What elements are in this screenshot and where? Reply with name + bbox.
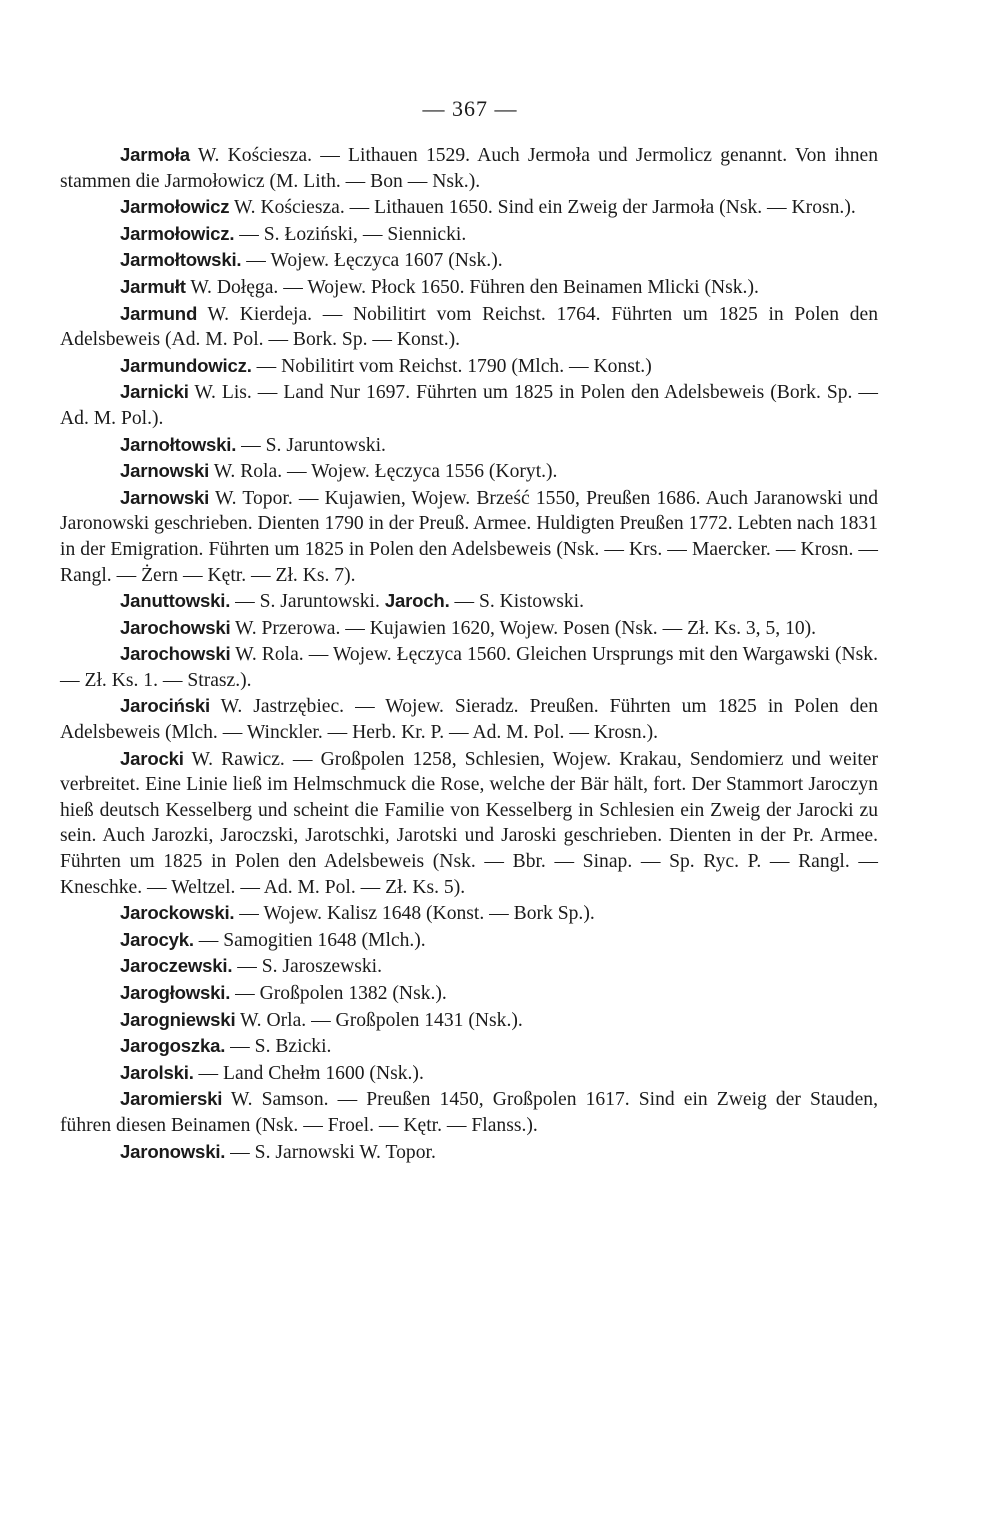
entry: [60, 301, 878, 353]
entry-headword: Jarnicki: [120, 381, 189, 403]
entry-text: W. Topor. — Kujawien, Wojew. Brześć 1550, Preußen 1686. Auch Jaranowski und Jaronowski geschrieben. Dienten 1790 in der Preuß. Armee. Huldigten Preußen 1772. Lebten nach 1831 in der Emigration. Führten um 1825 in Polen den Adelsbeweis (Nsk. — Krs. — Maercker. — Krosn. — Rangl. — Żern — Kętr. — Zł. Ks. 7).: [60, 487, 878, 586]
entry-headword: Jarochowski: [120, 616, 231, 638]
entry-text: W. Kościesza. — Lithauen 1650. Sind ein Zweig der Jarmoła (Nsk. — Krosn.).: [229, 197, 856, 219]
entry: [60, 353, 878, 380]
entry-text: W. Rawicz. — Großpolen 1258, Schlesien, Wojew. Krakau, Sendomierz und weiter verbreitet. Eine Linie ließ im Helmschmuck die Rose, welche der Bär hält, fort. Der Stammort Jaroczyn hieß deutsch Kesselberg und scheint die Familie von Kesselberg in Schlesien ein Zweig der Jarocki zu sein. Auch Jarozki, Jaroczski, Jarotschki, Jarotski und Jaroski geschrieben. Dienten in der Pr. Armee. Führten um 1825 in Polen den Adelsbeweis (Nsk. — Bbr. — Sinap. — Sp. Ryc. P. — Rangl. — Kneschke. — Weltzel. — Ad. M. Pol. — Zł. Ks. 5).: [60, 748, 878, 898]
entry: [60, 194, 878, 221]
entry-headword: Jarmołtowski.: [120, 249, 242, 271]
entry: [60, 1007, 878, 1034]
entry-text: — Wojew. Kalisz 1648 (Konst. — Bork Sp.).: [234, 903, 595, 925]
entry: [60, 927, 878, 954]
entry-headword: Jarmułt: [120, 275, 186, 297]
entry: [60, 247, 878, 274]
entry: [60, 458, 878, 485]
entry-text: — S. Bzicki.: [225, 1036, 332, 1058]
entry: [60, 693, 878, 745]
entry-text: W. Jastrzębiec. — Wojew. Sieradz. Preußen. Führten um 1825 in Polen den Adelsbeweis (Mlch. — Winckler. — Herb. Kr. P. — Ad. M. Pol. — Krosn.).: [60, 696, 878, 744]
entry-text: W. Kościesza. — Lithauen 1529. Auch Jermoła und Jermolicz genannt. Von ihnen stammen die Jarmołowicz (M. Lith. — Bon — Nsk.).: [60, 145, 878, 192]
entry-text: — Nobilitirt vom Reichst. 1790 (Mlch. — Konst.): [251, 355, 652, 377]
entry-headword: Jarmoła: [120, 144, 190, 165]
entry: [60, 221, 878, 248]
entry-headword: Jaromierski: [120, 1088, 223, 1110]
entry: [60, 588, 878, 615]
entry-headword: Jarociński: [120, 695, 210, 717]
entry-headword: Jarnowski: [120, 460, 210, 482]
entry-text: W. Przerowa. — Kujawien 1620, Wojew. Posen (Nsk. — Zł. Ks. 3, 5, 10).: [230, 617, 817, 639]
entry-text: W. Samson. — Preußen 1450, Großpolen 1617. Sind ein Zweig der Stauden, führen diesen Beinamen (Nsk. — Froel. — Kętr. — Flanss.).: [60, 1089, 878, 1136]
entry: [60, 980, 878, 1007]
entry: [60, 379, 878, 431]
entry-text: W. Lis. — Land Nur 1697. Führten um 1825 in Polen den Adelsbeweis (Bork. Sp. — Ad. M. Pol.).: [60, 382, 878, 429]
entry: [60, 615, 878, 642]
entry-headword: Jarmund: [120, 302, 198, 324]
entry: [60, 900, 878, 927]
entry-text: — S. Jaruntowski.: [230, 591, 385, 613]
entry-text: — S. Łoziński, — Siennicki.: [234, 223, 467, 245]
entry-text: — S. Jaroszewski.: [232, 956, 383, 978]
entry-headword: Jaronowski.: [120, 1140, 226, 1162]
entry-headword: Jarocyk.: [120, 928, 194, 950]
entry-headword: Jaroczewski.: [120, 955, 233, 977]
entry-text: W. Dołęga. — Wojew. Płock 1650. Führen den Beinamen Mlicki (Nsk.).: [185, 276, 759, 298]
entry-text: W. Kierdeja. — Nobilitirt vom Reichst. 1764. Führten um 1825 in Polen den Adelsbeweis (Ad. M. Pol. — Bork. Sp. — Konst.).: [60, 303, 878, 351]
entry-headword: Jarocki: [120, 747, 184, 769]
entry: [60, 142, 878, 194]
entry-headword: Jarolski.: [120, 1061, 194, 1083]
entry-headword: Jarockowski.: [120, 902, 235, 924]
entry-list: [60, 142, 878, 1165]
entry: [60, 641, 878, 693]
entry-text: W. Rola. — Wojew. Łęczyca 1556 (Koryt.).: [209, 461, 558, 483]
entry-headword: Jarogłowski.: [120, 982, 231, 1003]
entry-text: — Wojew. Łęczyca 1607 (Nsk.).: [241, 250, 503, 272]
entry-text: W. Rola. — Wojew. Łęczyca 1560. Gleichen Ursprungs mit den Wargawski (Nsk. — Zł. Ks. 1. — Strasz.).: [60, 644, 878, 691]
entry-headword: Jarmołowicz: [120, 196, 230, 218]
entry-headword: Jarogniewski: [120, 1008, 236, 1030]
entry-headword: Januttowski.: [120, 590, 231, 612]
page-number: — 367 —: [422, 96, 518, 121]
entry: [60, 274, 878, 301]
entry: [60, 1086, 878, 1138]
entry-text: — S. Jaruntowski.: [236, 434, 386, 456]
entry: [60, 485, 878, 588]
entry-headword: Jarnołtowski.: [120, 433, 237, 455]
entry-headword: Jarochowski: [120, 643, 231, 665]
entry-text: — Samogitien 1648 (Mlch.).: [193, 929, 426, 951]
entry: [60, 1060, 878, 1087]
entry-text: — S. Jarnowski W. Topor.: [225, 1141, 436, 1163]
entry-text: — S. Kistowski.: [449, 591, 585, 613]
entry-text: — Großpolen 1382 (Nsk.).: [230, 983, 447, 1004]
entry-headword: Jarogoszka.: [120, 1035, 226, 1057]
entry: [60, 432, 878, 459]
entry-headword: Jaroch.: [384, 590, 450, 612]
entry-text: W. Orla. — Großpolen 1431 (Nsk.).: [235, 1009, 523, 1031]
entry: [60, 1033, 878, 1060]
entry-text: — Land Chełm 1600 (Nsk.).: [193, 1062, 424, 1084]
entry: [60, 746, 878, 901]
entry: [60, 1139, 878, 1166]
entry: [60, 953, 878, 980]
entry-headword: Jarmundowicz.: [120, 354, 252, 376]
entry-headword: Jarmołowicz.: [120, 222, 235, 244]
entry-headword: Jarnowski: [120, 486, 210, 508]
